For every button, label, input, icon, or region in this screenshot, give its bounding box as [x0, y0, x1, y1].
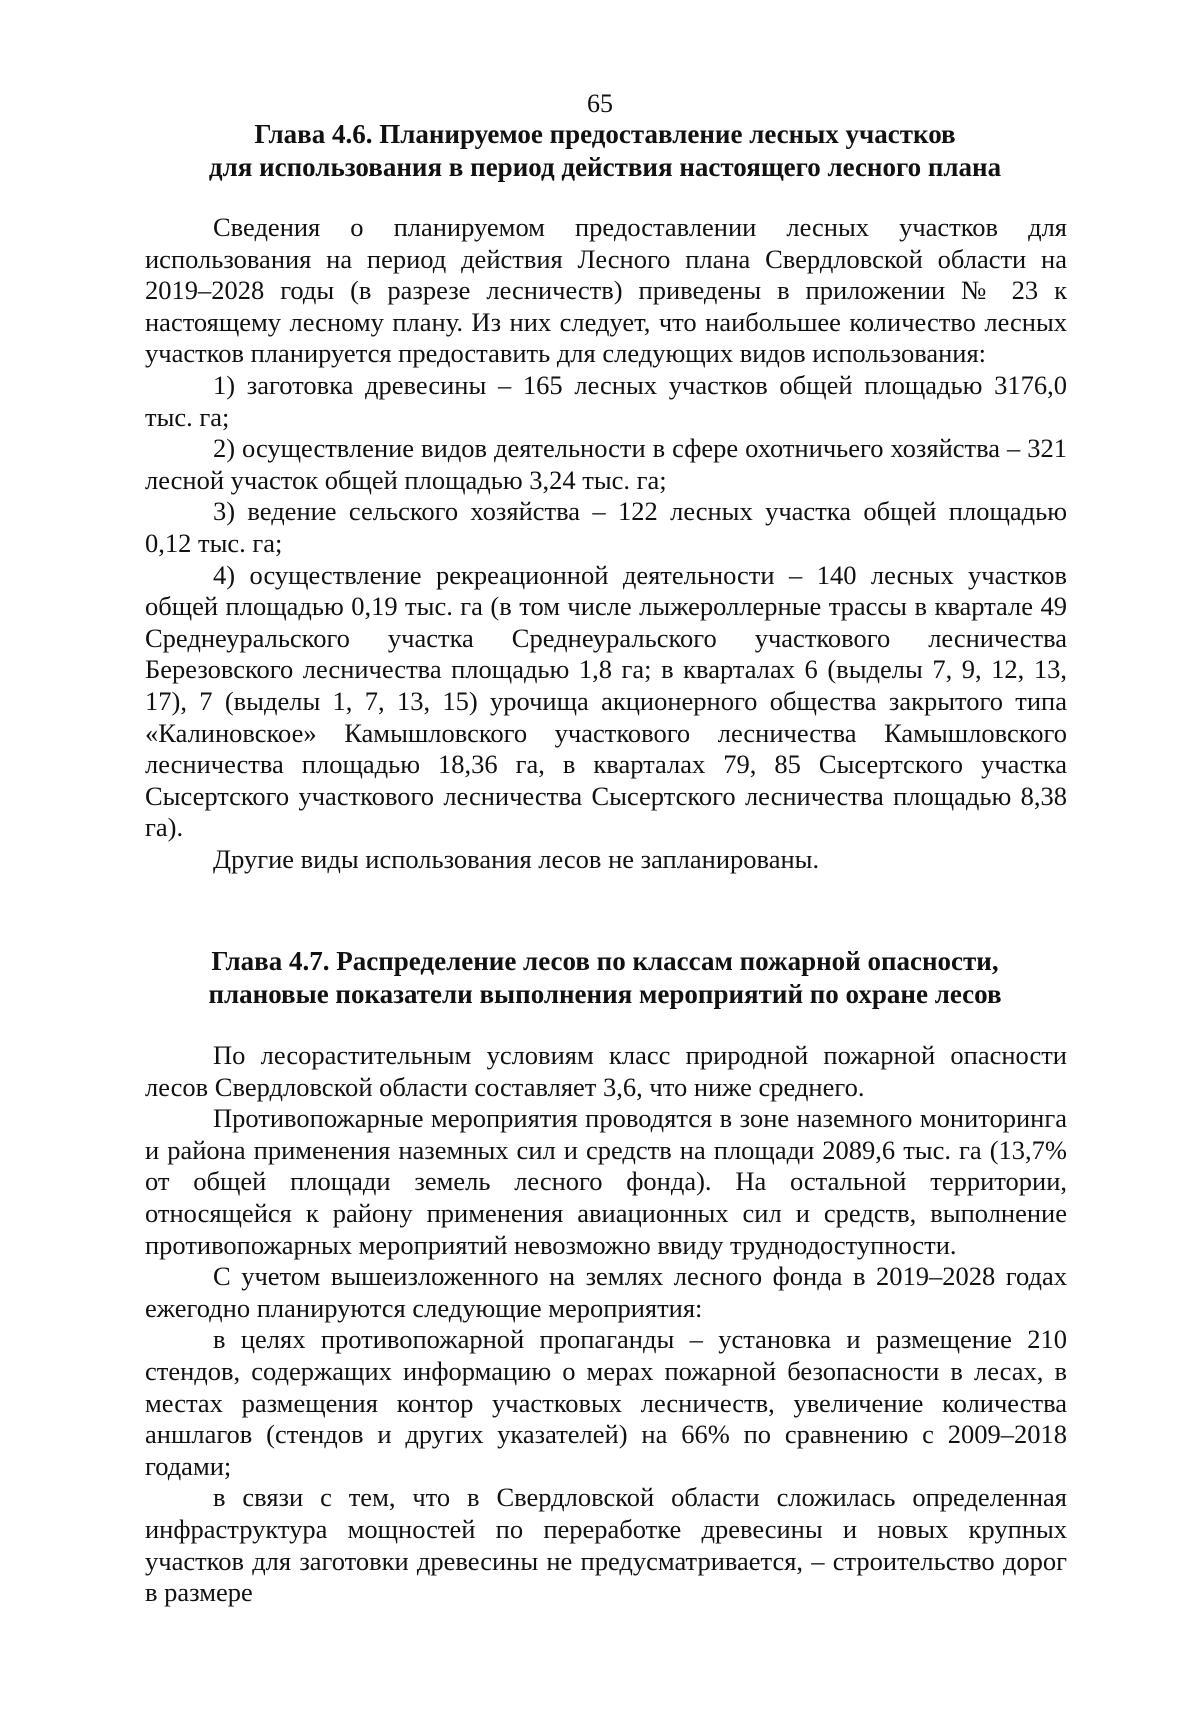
- chapter-4-6-heading: [140, 118, 1070, 184]
- paragraph: Другие виды использования лесов не запланированы.: [213, 843, 820, 874]
- list-item: 2) осуществление видов деятельности в сфере охотничьего хозяйства – 321 лесной участок общей площадью 3,24 тыс. га;: [145, 433, 1067, 495]
- chapter-4-7-heading: [140, 945, 1070, 1011]
- chapter-4-6-title-line-1: Глава 4.6. Планируемое предоставление лесных участков: [254, 119, 956, 149]
- chapter-4-7-body: [145, 1040, 1067, 1609]
- list-item: 1) заготовка древесины – 165 лесных участков общей площадью 3176,0 тыс. га;: [145, 369, 1067, 432]
- list-item: в целях противопожарной пропаганды – установка и размещение 210 стендов, содержащих информацию о мерах пожарной безопасности в лесах, в местах размещения контор участковых лесничеств, увеличение количества аншлагов (стендов и других указателей) на 66% по сравнению с 2009–2018 годами;: [145, 1324, 1067, 1481]
- paragraph: По лесорастительным условиям класс природной пожарной опасности лесов Свердловской области составляет 3,6, что ниже среднего.: [145, 1040, 1067, 1102]
- paragraph: С учетом вышеизложенного на землях лесного фонда в 2019–2028 годах ежегодно планируются следующие мероприятия:: [145, 1261, 1067, 1323]
- chapter-4-6-title-line-2: для использования в период действия настоящего лесного плана: [208, 152, 1002, 182]
- list-item: в связи с тем, что в Свердловской области сложилась определенная инфраструктура мощностей по переработке древесины и новых крупных участков для заготовки древесины не предусматривается, – строительство дорог в размере: [145, 1482, 1067, 1608]
- paragraph: Сведения о планируемом предоставлении лесных участков для использования на период действия Лесного плана Свердловской области на 2019–2028 годы (в разрезе лесничеств) приведены в приложении № 23 к настоящему лесному плану. Из них следует, что наибольшее количество лесных участков планируется предоставить для следующих видов использования:: [145, 212, 1067, 369]
- chapter-4-7-title-line-1: Глава 4.7. Распределение лесов по классам пожарной опасности,: [211, 946, 999, 976]
- chapter-4-6-body: [145, 212, 1067, 875]
- paragraph: Противопожарные мероприятия проводятся в зоне наземного мониторинга и района применения наземных сил и средств на площади 2089,6 тыс. га (13,7% от общей площади земель лесного фонда). На остальной территории, относящейся к району применения авиационных сил и средств, выполнение противопожарных мероприятий невозможно ввиду труднодоступности.: [145, 1103, 1067, 1260]
- page-number: 65: [587, 89, 613, 118]
- list-item: 3) ведение сельского хозяйства – 122 лесных участка общей площадью 0,12 тыс. га;: [145, 496, 1067, 558]
- chapter-4-7-title-line-2: плановые показатели выполнения мероприятий по охране лесов: [208, 979, 1002, 1009]
- list-item: 4) осуществление рекреационной деятельности – 140 лесных участков общей площадью 0,19 тыс. га (в том числе лыжероллерные трассы в квартале 49 Среднеуральского участка Среднеуральского участкового лесничества Березовского лесничества площадью 1,8 га; в кварталах 6 (выделы 7, 9, 12, 13, 17), 7 (выделы 1, 7, 13, 15) урочища акционерного общества закрытого типа «Калиновское» Камышловского участкового лесничества Камышловского лесничества площадью 18,36 га, в кварталах 79, 85 Сысертского участка Сысертского участкового лесничества Сысертского лесничества площадью 8,38 га).: [145, 559, 1067, 843]
